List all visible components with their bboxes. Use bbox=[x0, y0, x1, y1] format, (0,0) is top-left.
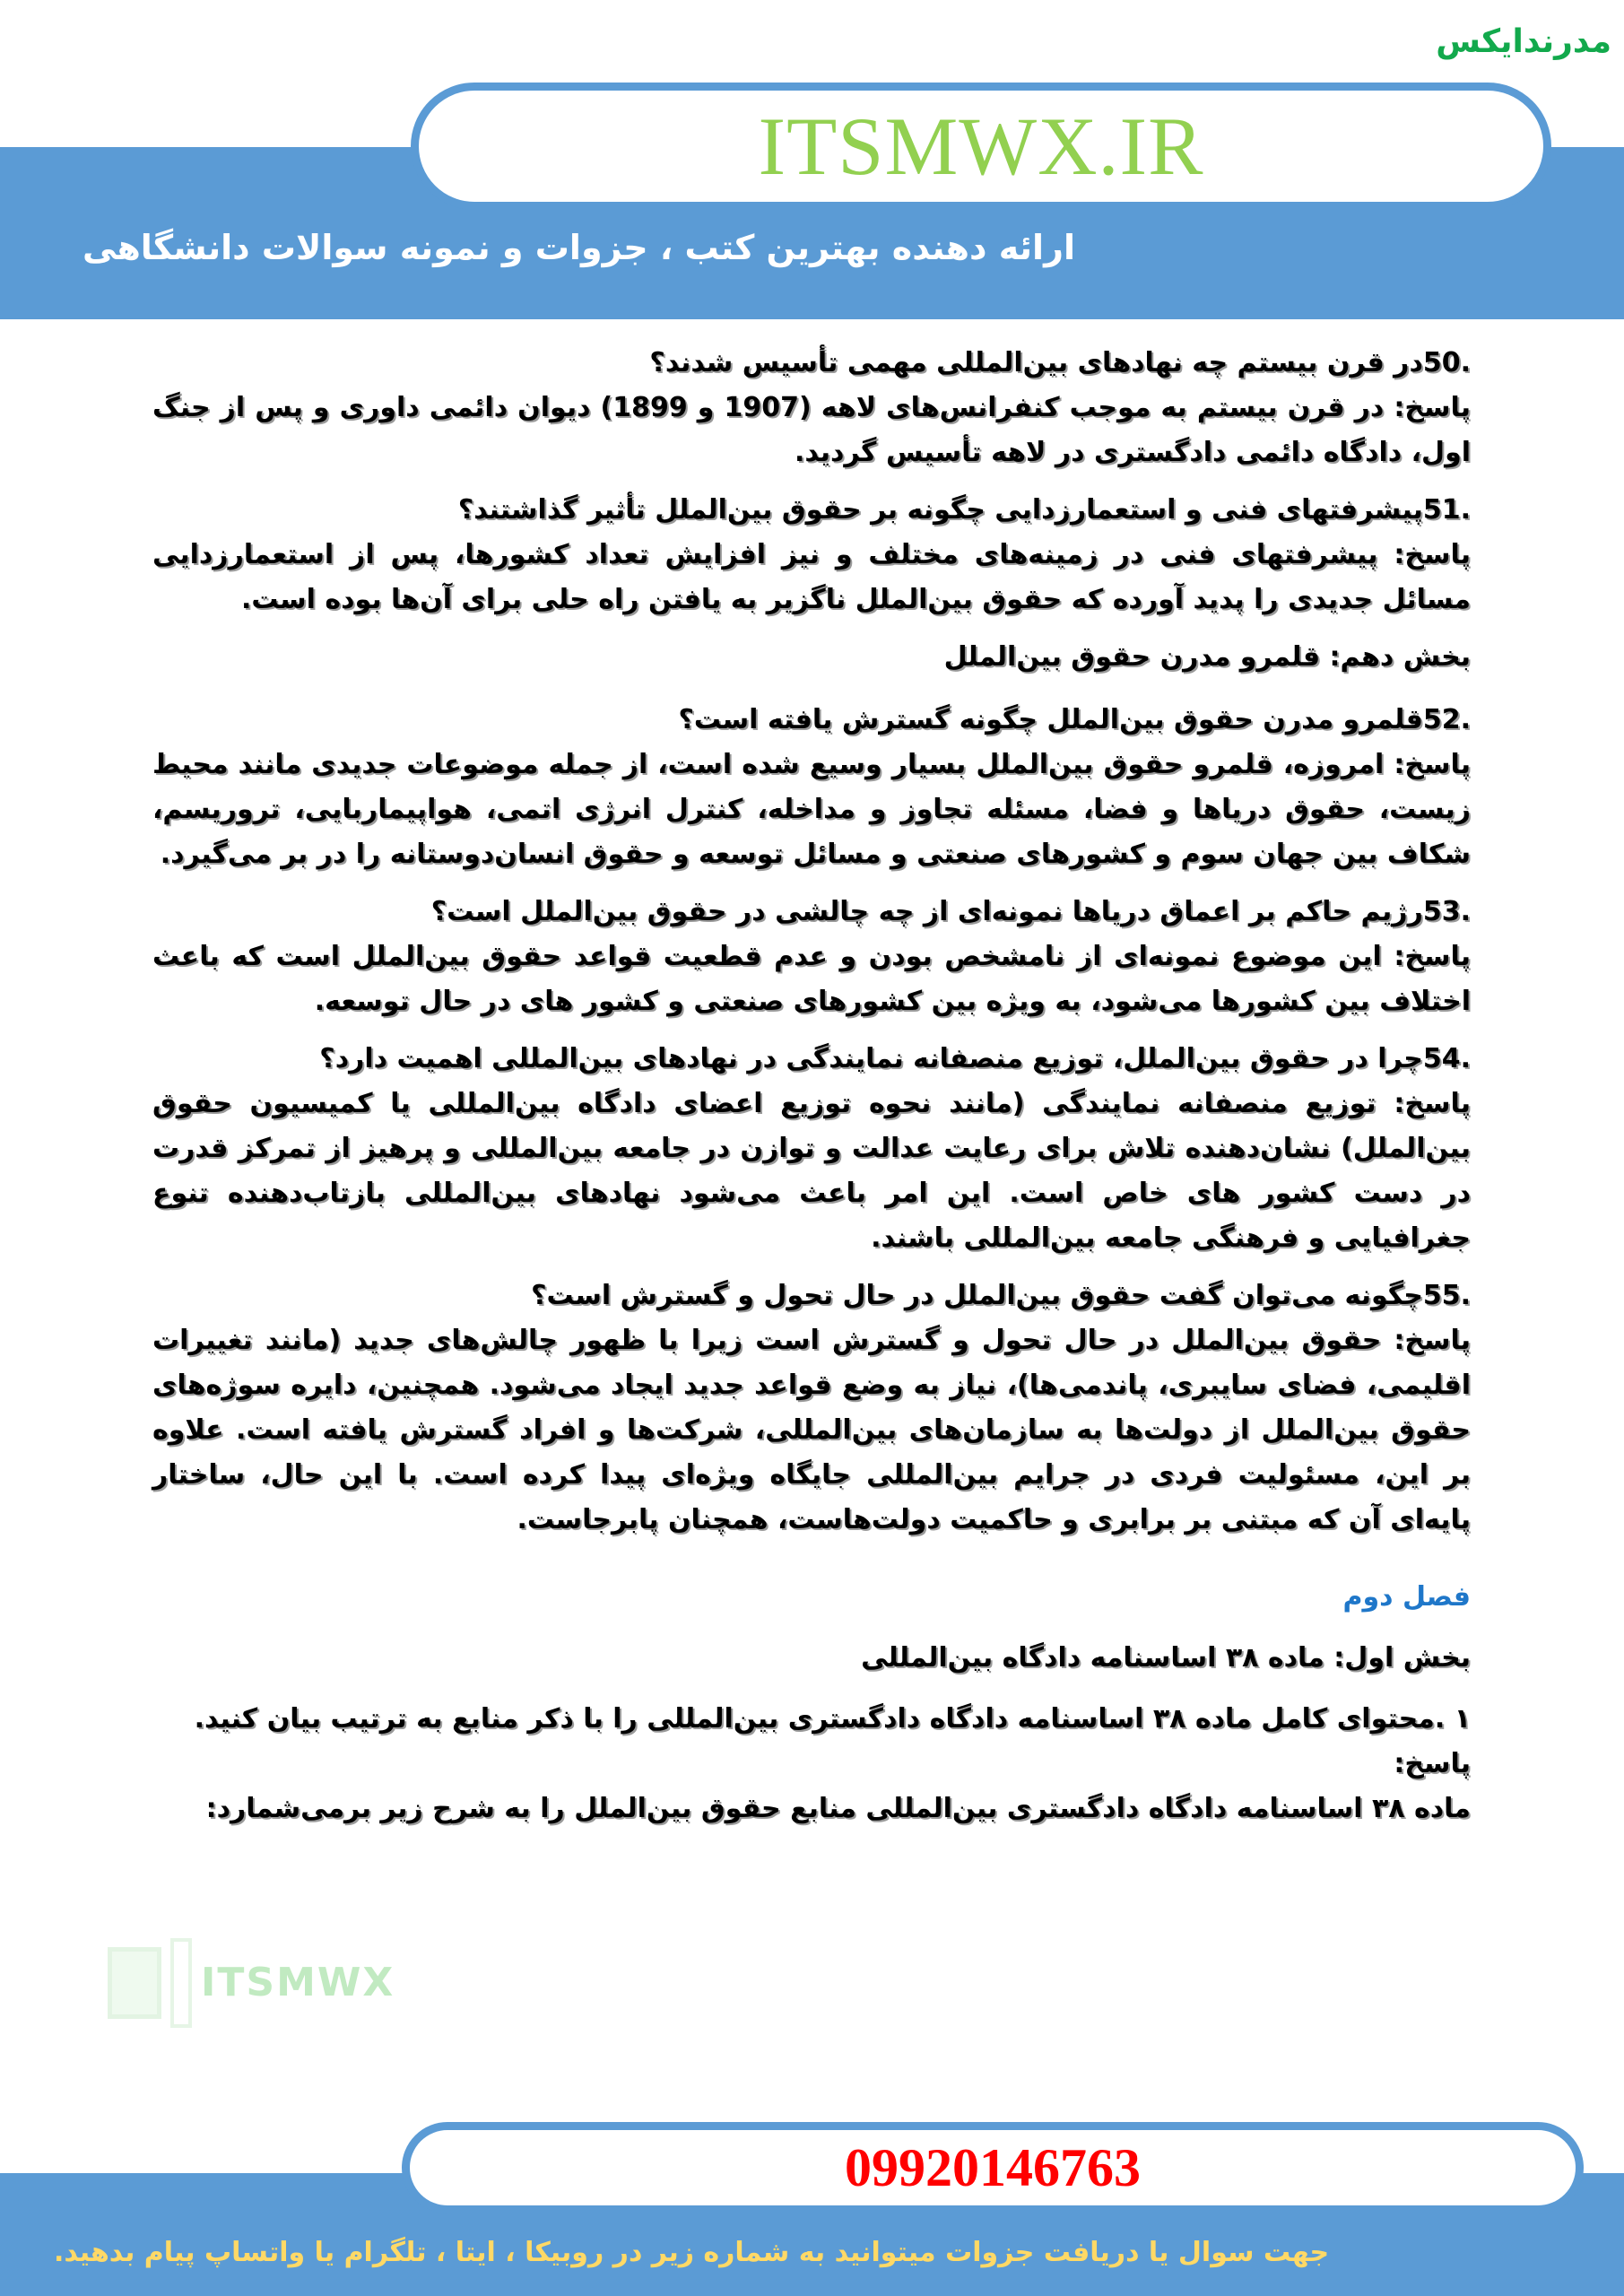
answer-intro: ماده ۳۸ اساسنامه دادگاه دادگستری بین‌المللی منابع حقوق بین‌الملل را به شرح زیر برمی‌شمارد: bbox=[205, 1793, 1471, 1824]
part-heading: بخش اول: ماده ۳۸ اساسنامه دادگاه بین‌المللی bbox=[861, 1642, 1471, 1674]
qa-item-55 bbox=[152, 1274, 1471, 1543]
section-heading: بخش دهم: قلمرو مدرن حقوق بین‌الملل bbox=[943, 641, 1471, 673]
watermark-shape bbox=[108, 1947, 161, 2019]
footer-note bbox=[54, 2228, 1578, 2278]
question: .51پیشرفتهای فنی و استعمارزدایی چگونه بر حقوق بین‌الملل تأثیر گذاشتند؟ bbox=[457, 494, 1471, 526]
document-body bbox=[152, 341, 1471, 1844]
question: .53رژیم حاکم بر اعماق دریاها نمونه‌ای از چه چالشی در حقوق بین‌الملل است؟ bbox=[430, 896, 1471, 927]
watermark-text: ITSMWX bbox=[201, 1960, 395, 2005]
question: .55چگونه می‌توان گفت حقوق بین‌الملل در حال تحول و گسترش است؟ bbox=[531, 1280, 1471, 1311]
chapter-heading: فصل دوم bbox=[1342, 1581, 1471, 1613]
question: .54چرا در حقوق بین‌الملل، توزیع منصفانه نمایندگی در نهادهای بین‌المللی اهمیت دارد؟ bbox=[319, 1043, 1471, 1074]
qa-item-51 bbox=[152, 488, 1471, 622]
tagline-text: ارائه دهنده بهترین کتب ، جزوات و نمونه سوالات دانشگاهی bbox=[83, 228, 1075, 267]
answer: پاسخ: امروزه، قلمرو حقوق بین‌الملل بسیار وسیع شده است، از جمله موضوعات جدیدی مانند محیط زیست، حقوق دریاها و فضا، مسئله تجاوز و مداخله، کنترل انرژی اتمی، هواپیماربایی، تروریسم، شکاف بین جهان سوم و کشورهای صنعتی و مسائل توسعه و حقوق انسان‌دوستانه را در بر می‌گیرد. bbox=[152, 749, 1471, 870]
answer-label: پاسخ: bbox=[1394, 1748, 1471, 1779]
answer: پاسخ: توزیع منصفانه نمایندگی (مانند نحوه توزیع اعضای دادگاه بین‌المللی یا کمیسیون حقوق بین‌الملل) نشان‌دهنده تلاش برای رعایت عدالت و توازن در جامعه بین‌المللی و پرهیز از تمرکز قدرت در دست کشور های خاص است. این امر باعث می‌شود نهادهای بین‌المللی بازتاب‌دهنده تنوع جغرافیایی و فرهنگی جامعه بین‌المللی باشند. bbox=[152, 1088, 1471, 1254]
question: ۱ .محتوای کامل ماده ۳۸ اساسنامه دادگاه دادگستری بین‌المللی را با ذکر منابع به ترتیب بیان کنید. bbox=[194, 1703, 1471, 1735]
answer: پاسخ: این موضوع نمونه‌ای از نامشخص بودن و عدم قطعیت قواعد حقوق بین‌الملل است که باعث اختلاف بین کشورها می‌شود، به ویژه بین کشورهای صنعتی و کشور های در حال توسعه. bbox=[152, 941, 1471, 1017]
qa-item-52 bbox=[152, 698, 1471, 877]
watermark-shape bbox=[170, 1938, 192, 2028]
watermark-logo bbox=[108, 1938, 395, 2028]
header-tagline bbox=[83, 221, 1159, 274]
footer-note-text: جهت سوال یا دریافت جزوات میتوانید به شماره زیر در روبیکا ، ایتا ، تلگرام یا واتساپ پیام بدهید. bbox=[54, 2237, 1330, 2268]
contact-phone[interactable]: 09920146763 bbox=[845, 2138, 1141, 2197]
answer: پاسخ: در قرن بیستم به موجب کنفرانس‌های لاهه (1907 و 1899) دیوان دائمی داوری و پس از جنگ اول، دادگاه دائمی دادگستری در لاهه تأسیس گردید. bbox=[152, 392, 1471, 468]
qa-item-50 bbox=[152, 341, 1471, 475]
answer: پاسخ: پیشرفتهای فنی در زمینه‌های مختلف و نیز افزایش تعداد کشورها، پس از استعمارزدایی مسائل جدیدی را پدید آورده که حقوق بین‌الملل ناگزیر به یافتن راه حلی برای آن‌ها بوده است. bbox=[152, 539, 1471, 615]
qa-item-53 bbox=[152, 890, 1471, 1024]
question: .50در قرن بیستم چه نهادهای بین‌المللی مهمی تأسیس شدند؟ bbox=[649, 347, 1471, 378]
site-name[interactable]: ITSMWX.IR bbox=[758, 100, 1204, 192]
qa-item-article-38 bbox=[152, 1697, 1471, 1831]
question: .52قلمرو مدرن حقوق بین‌الملل چگونه گسترش یافته است؟ bbox=[678, 704, 1471, 735]
brand-logo-text: مدرندایکس bbox=[1436, 23, 1611, 60]
answer: پاسخ: حقوق بین‌الملل در حال تحول و گسترش است زیرا با ظهور چالش‌های جدید (مانند تغییرات اقلیمی، فضای سایبری، پاندمی‌ها)، نیاز به وضع قواعد جدید ایجاد می‌شود. همچنین، دایره سوژه‌های حقوق بین‌الملل از دولت‌ها به سازمان‌های بین‌المللی، شرکت‌ها و افراد گسترش یافته است. علاوه بر این، مسئولیت فردی در جرایم بین‌المللی جایگاه ویژه‌ای پیدا کرده است. با این حال، ساختار پایه‌ای آن که مبتنی بر برابری و حاکمیت دولت‌هاست، همچنان پابرجاست. bbox=[152, 1325, 1471, 1535]
qa-item-54 bbox=[152, 1037, 1471, 1261]
